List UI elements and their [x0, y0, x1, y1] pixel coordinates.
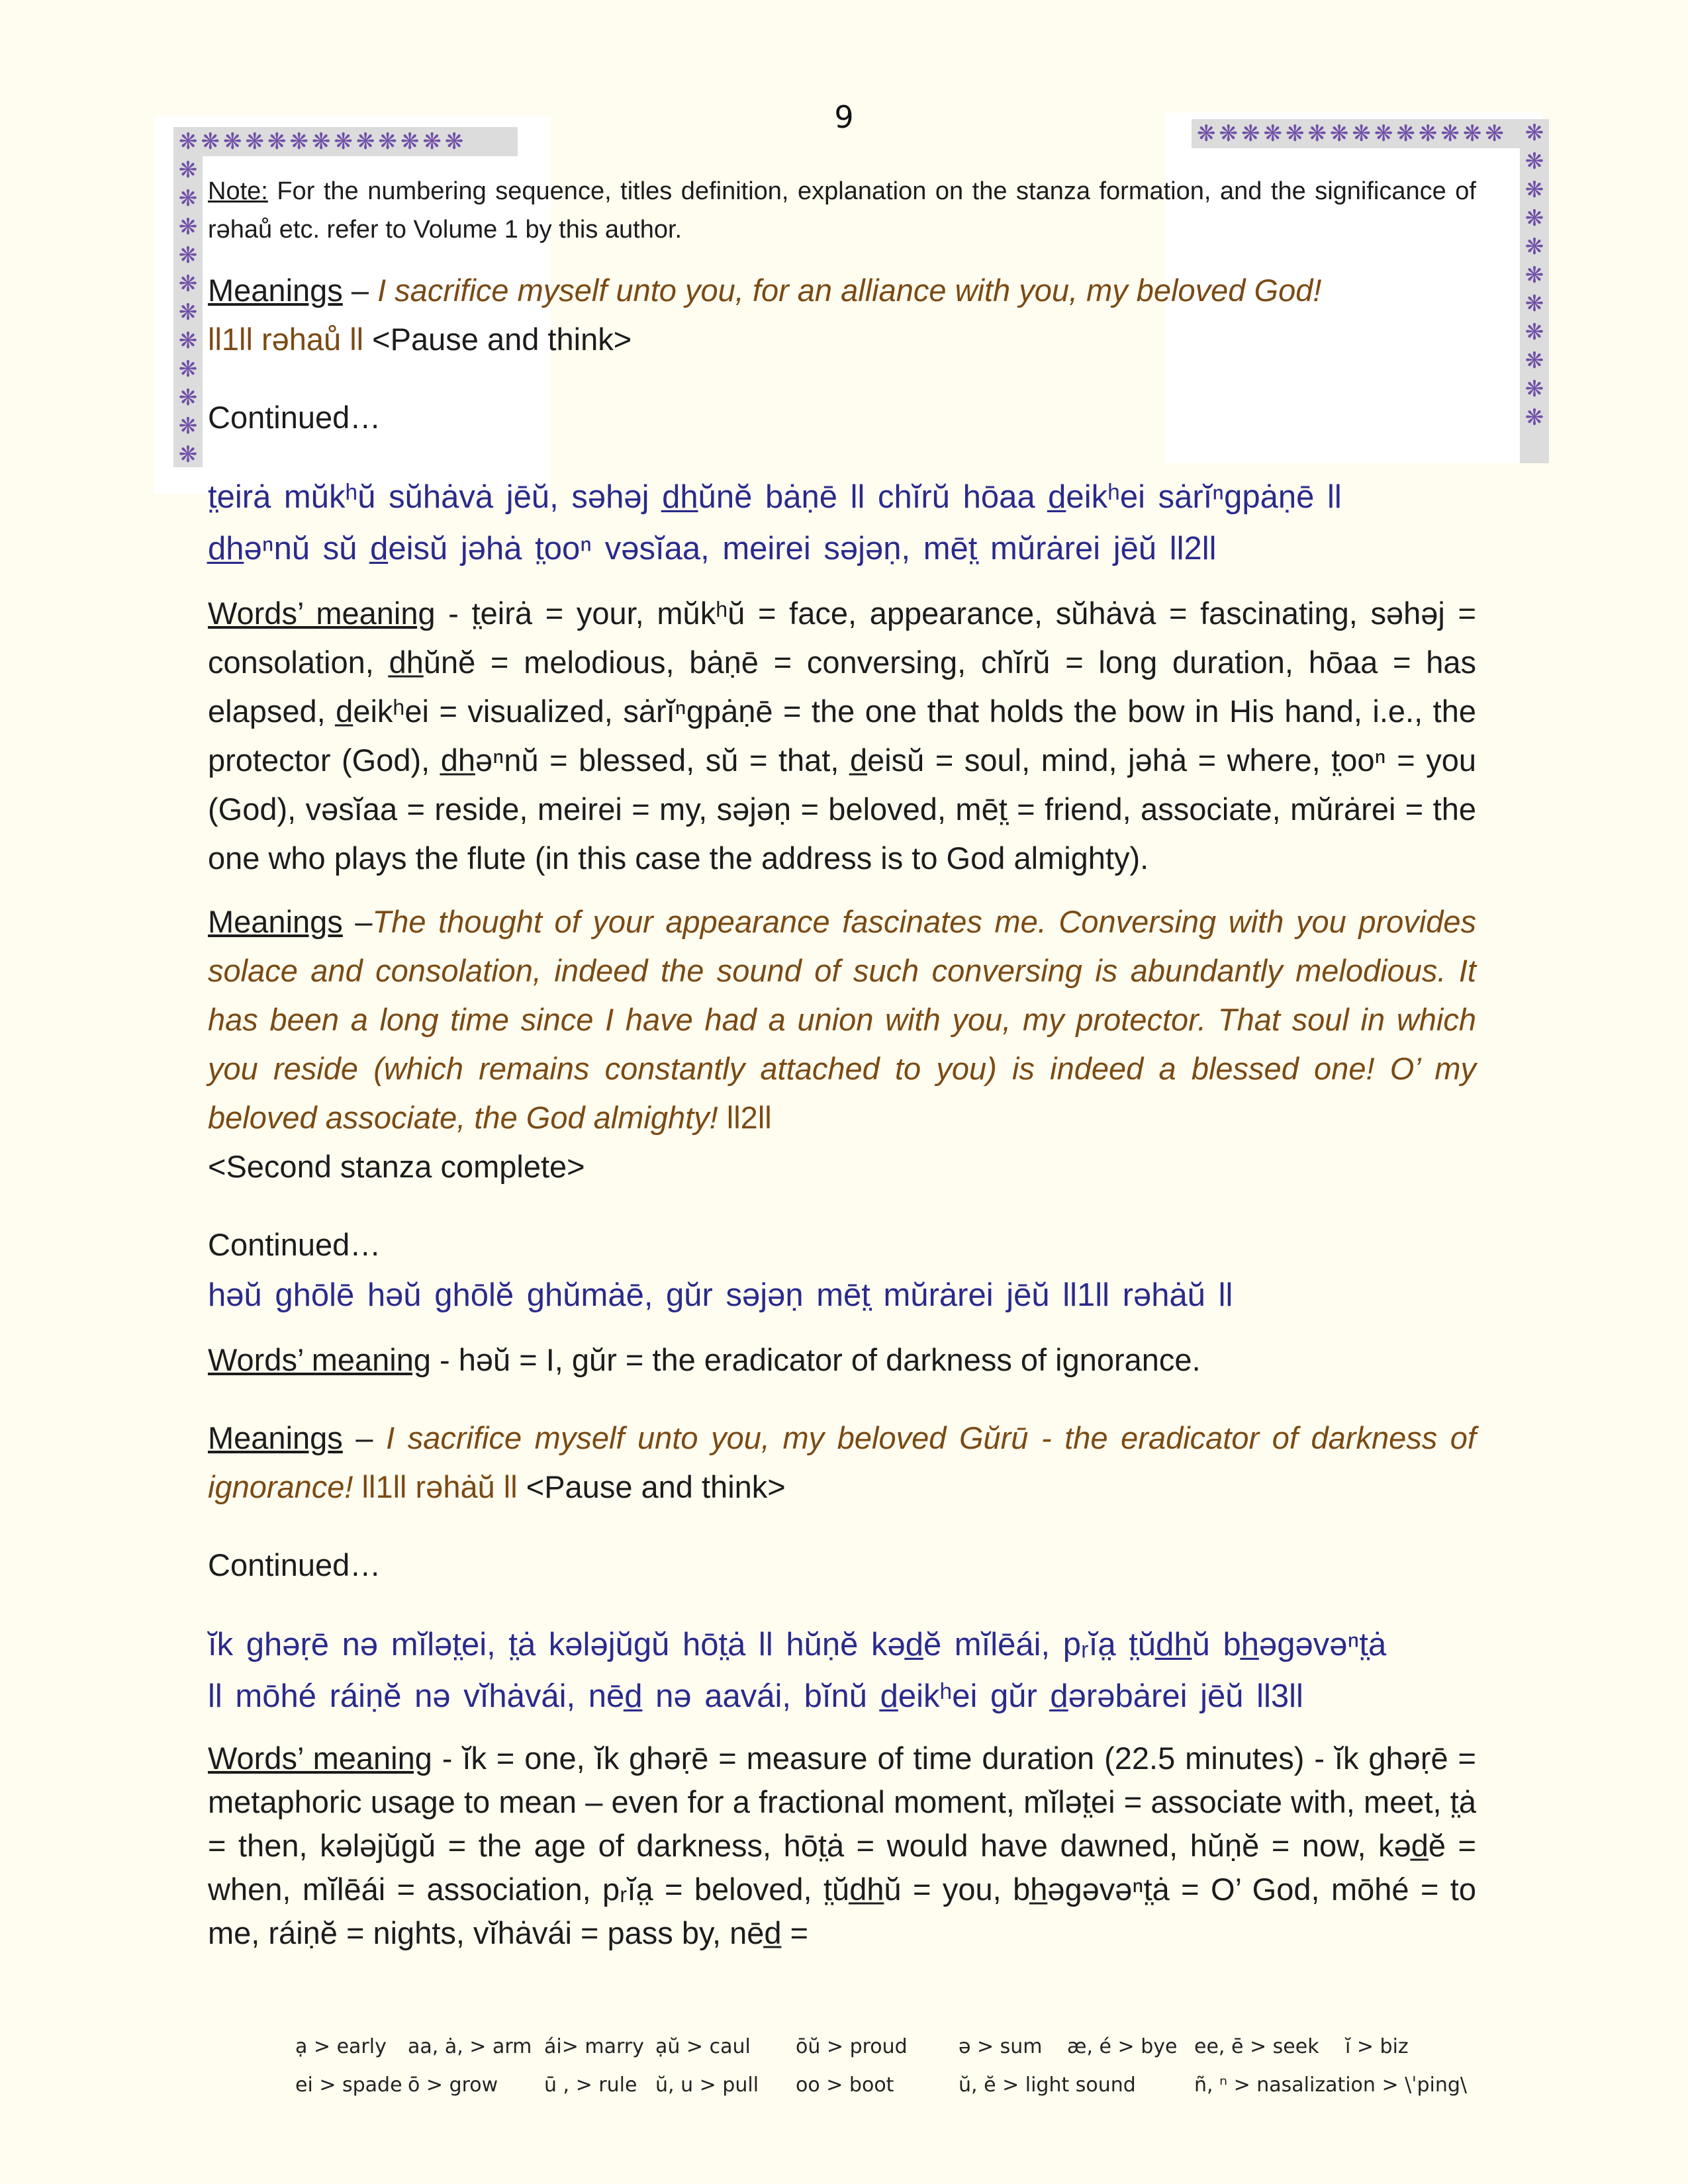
words-meaning-paragraph-2 — [208, 589, 1476, 883]
stanza-ref: ll1ll rəhȧŭ ll — [353, 1469, 518, 1504]
verse-line: d̲h̲əⁿnŭ sŭ d̲eisŭ jəhȧ t̤ooⁿ vəsĭaa, meirei səjəṇ, mēt̤ mŭrȧrei jēŭ ll2ll — [208, 531, 1217, 567]
continued-label-1: Continued… — [208, 400, 381, 435]
flower-border-right-side: ❋❋❋❋❋❋❋❋❋❋❋ — [1520, 119, 1549, 463]
meanings-label: Meanings — [208, 1420, 343, 1455]
meanings-paragraph-1 — [208, 266, 1476, 364]
stanza-ref: ll2ll — [718, 1100, 772, 1135]
flower-border-top-left: ❋❋❋❋❋❋❋❋❋❋❋❋❋ — [173, 127, 518, 156]
verse-line: ll mōhé ráiṇĕ nə vĭhȧvái, nēd̲ nə aavái, bĭnŭ d̲eikʰei gŭr d̲ərəbȧrei jēŭ ll3ll — [208, 1678, 1303, 1714]
legend-item: ŭ, ĕ > light sound — [959, 2073, 1136, 2097]
verse-line: ĭk ghəṛē nə mĭlət̤ei, t̤ȧ kələjŭgŭ hōt̤ȧ ll hŭṇĕ kəd̲ĕ mĭlēái, pᵣĭa̤ t̤ŭd̲h̲ŭ bh̲əgəvəⁿt̤ȧ — [208, 1627, 1387, 1662]
legend-item: ạ > early — [295, 2035, 387, 2058]
words-meaning-label: Words’ meaning — [208, 596, 436, 631]
legend-item: ŭ, u > pull — [655, 2073, 759, 2097]
verse-stanza-2 — [208, 471, 1476, 574]
legend-item: ō > grow — [408, 2073, 498, 2097]
legend-row-1 — [295, 2028, 1460, 2066]
flower-border-top-right: ❋❋❋❋❋❋❋❋❋❋❋❋❋❋ — [1192, 119, 1520, 148]
continued-label-3: Continued… — [208, 1547, 381, 1582]
legend-item: ei > spade — [295, 2073, 402, 2097]
dash: – — [342, 904, 373, 939]
words-meaning-paragraph-3 — [208, 1737, 1476, 1955]
note-text: For the numbering sequence, titles definition, explanation on the stanza formation, and the significance of rəhaů etc. refer to Volume 1 by this author. — [208, 177, 1476, 244]
verse-rahau-line: həŭ ghōlē həŭ ghōlĕ ghŭmȧē, gŭr səjəṇ mēt̤ mŭrȧrei jēŭ ll1ll rəhȧŭ ll — [208, 1277, 1233, 1313]
words-meaning-text: - t̤eirȧ = your, mŭkʰŭ = face, appearance, sŭhȧvȧ = fascinating, səhəj = consolation, d̲h̲ŭnĕ = melodious, bȧṇē = conversing, chĭrŭ = long duration, hōaa = has elapsed, d̲eikʰei = visualized, sȧrĭⁿgpȧṇē = the one that holds the bow in His hand, i.e., the protector (God), d̲h̲əⁿnŭ = blessed, sŭ = that, d̲eisŭ = soul, mind, jəhȧ = where, t̤ooⁿ = you (God), vəsĭaa = reside, meirei = my, səjəṇ = beloved, mēt̤ = friend, associate, mŭrȧrei = the one who plays the flute (in this case the address is to God almighty). — [208, 596, 1476, 876]
meaning-text: The thought of your appearance fascinates me. Conversing with you provides solace and consolation, indeed the sound of such conversing is abundantly melodious. It has been a long time since I have had a union with you, my protector. That soul in which you reside (which remains constantly attached to you) is indeed a blessed one! O’ my beloved associate, the God almighty! — [208, 904, 1476, 1135]
meanings-paragraph-3 — [208, 1414, 1476, 1512]
stanza-ref: ll1ll rəhaů ll — [208, 322, 364, 357]
meaning-text: I sacrifice myself unto you, my beloved Gŭrū - the eradicator of darkness of ignorance! — [208, 1420, 1476, 1504]
legend-item: æ, é > bye — [1067, 2035, 1178, 2058]
note-paragraph — [208, 172, 1476, 249]
dash: – — [342, 1420, 387, 1455]
meanings-label: Meanings — [208, 904, 343, 939]
page-number: 9 — [834, 99, 854, 135]
pause-note: <Pause and think> — [363, 322, 632, 357]
legend-row-2 — [295, 2066, 1468, 2105]
pronunciation-legend — [295, 2028, 1468, 2105]
legend-item: ñ, ⁿ > nasalization > \ˈping\ — [1194, 2073, 1468, 2097]
continued-label-2: Continued… — [208, 1227, 381, 1262]
flower-border-left-side: ❋❋❋❋❋❋❋❋❋❋❋ — [173, 156, 203, 467]
page-body — [208, 172, 1476, 1955]
pause-note: <Pause and think> — [517, 1469, 786, 1504]
words-meaning-label: Words’ meaning — [208, 1342, 431, 1377]
verse-stanza-3 — [208, 1619, 1476, 1722]
words-meaning-text: - həŭ = I, gŭr = the eradicator of darkness of ignorance. — [431, 1342, 1201, 1377]
legend-item: oo > boot — [796, 2073, 894, 2097]
words-meaning-label: Words’ meaning — [208, 1741, 432, 1776]
legend-item: ū , > rule — [544, 2073, 637, 2097]
note-label: Note: — [208, 177, 268, 205]
legend-item: ái> marry — [544, 2035, 644, 2058]
meanings-paragraph-2 — [208, 897, 1476, 1191]
legend-item: ĭ > biz — [1345, 2035, 1409, 2058]
legend-item: ạŭ > caul — [655, 2035, 751, 2058]
words-meaning-text: - ĭk = one, ĭk ghəṛē = measure of time duration (22.5 minutes) - ĭk ghəṛē = metaphoric usage to mean – even for a fractional moment, mĭlət̤ei = associate with, meet, t̤ȧ = then, kələjŭgŭ = the age of darkness, hōt̤ȧ = would have dawned, hŭṇĕ = now, kəd̲ĕ = when, mĭlēái = association, pᵣĭa̤ = beloved, t̤ŭd̲h̲ŭ = you, bh̲əgəvəⁿt̤ȧ = O’ God, mōhé = to me, ráiṇĕ = nights, vĭhȧvái = pass by, nēd̲ = — [208, 1741, 1476, 1950]
meaning-text: I sacrifice myself unto you, for an alliance with you, my beloved God! — [377, 273, 1322, 308]
legend-item: ōŭ > proud — [796, 2035, 908, 2058]
legend-item: aa, ȧ, > arm — [408, 2035, 532, 2058]
dash: – — [342, 273, 378, 308]
meanings-label: Meanings — [208, 273, 343, 308]
words-meaning-paragraph-rahau — [208, 1336, 1476, 1385]
stanza-complete-note: <Second stanza complete> — [208, 1149, 585, 1184]
legend-item: ee, ē > seek — [1194, 2035, 1319, 2058]
verse-line: t̤eirȧ mŭkʰŭ sŭhȧvȧ jēŭ, səhəj d̲h̲ŭnĕ bȧṇē ll chĭrŭ hōaa d̲eikʰei sȧrĭⁿgpȧṇē ll — [208, 479, 1342, 515]
legend-item: ə > sum — [959, 2035, 1043, 2058]
